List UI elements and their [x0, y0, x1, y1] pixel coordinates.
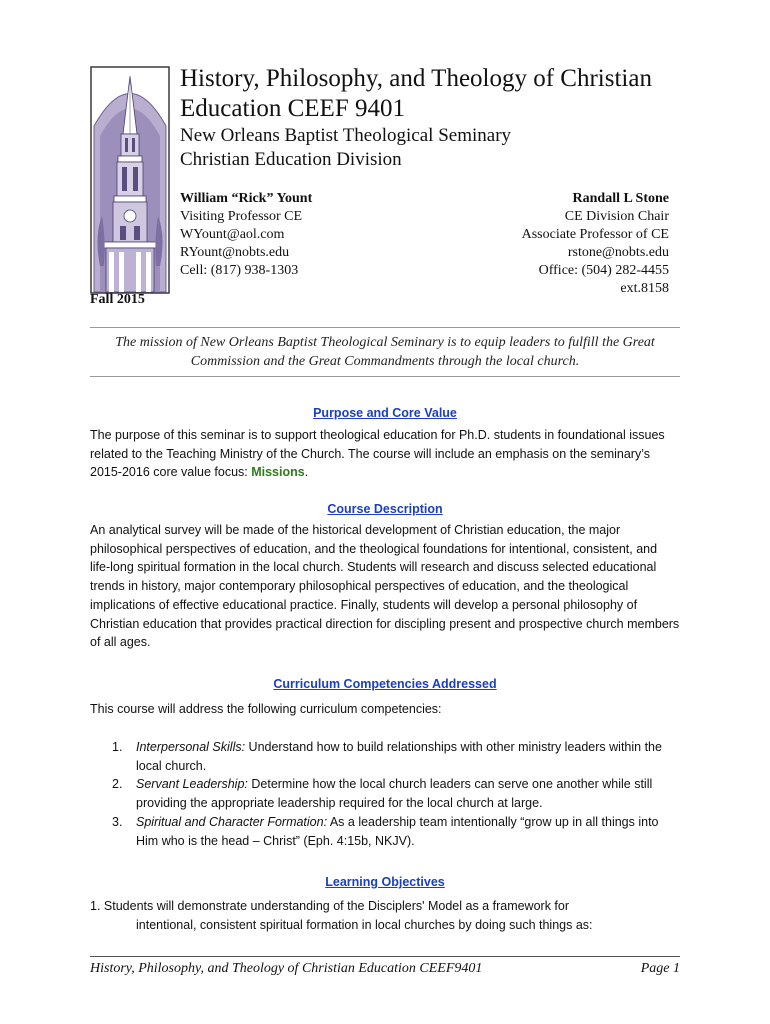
purpose-end: .: [304, 465, 309, 480]
course-description-heading: Course Description: [327, 502, 443, 516]
competencies-list: [90, 738, 680, 850]
instructor-email-1[interactable]: WYount@aol.com: [180, 227, 285, 242]
course-description-paragraph: An analytical survey will be made of the historical development of Christian education, the major philosophical perspectives of education, and the theological foundations for intentional, consistent, and life-long spiritual formation in the local church. Students will research and discuss selected educational trends in history, major contemporary philosophical perspectives of education, and the theological implications of effective educational practice. Finally, students will develop a personal philosophy of Christian education that provides practical direction for discipling present and prospective church members of all ages.: [90, 523, 680, 650]
institution-block: [180, 124, 680, 172]
chair-name: Randall L Stone: [572, 191, 669, 206]
division-name: Christian Education Division: [180, 149, 402, 170]
list-item-text: Determine how the local church leaders can serve one another while still providing the appropriate leadership required for the local church at large.: [136, 777, 653, 811]
instructor-role: Visiting Professor CE: [180, 209, 303, 224]
document-title: History, Philosophy, and Theology of Christian Education CEEF 9401: [180, 65, 652, 122]
list-item-number: 3.: [112, 814, 123, 829]
list-item-text: Understand how to build relationships with other ministry leaders within the local church.: [136, 740, 662, 773]
competencies-heading: Curriculum Competencies Addressed: [273, 677, 497, 691]
learning-objective-1: [90, 897, 680, 934]
competencies-intro: This course will address the following curriculum competencies:: [90, 702, 442, 716]
objective-line-1: 1. Students will demonstrate understanding of the Disciplers' Model as a framework for: [90, 899, 570, 913]
instructor-contact-left: [180, 190, 312, 280]
page-footer: [90, 956, 680, 977]
list-item-text: As a leadership team intentionally “grow up in all things into Him who is the head – Christ” (Eph. 4:15b, NKJV).: [136, 814, 659, 848]
purpose-text: The purpose of this seminar is to support theological education for Ph.D. students in foundational issues related to the Teaching Ministry of the Church. The course will include an emphasis on the seminary’s 2015-2016 core value focus:: [90, 428, 665, 480]
list-item-number: 2.: [112, 777, 123, 792]
chair-role-2: Associate Professor of CE: [521, 227, 669, 242]
list-item: [90, 813, 680, 850]
mission-statement: The mission of New Orleans Baptist Theological Seminary is to equip leaders to fulfill the Great Commission and the Great Commandments through the local church.: [115, 335, 655, 369]
institution-name: New Orleans Baptist Theological Seminary: [180, 125, 512, 146]
seminary-steeple-logo: [90, 66, 170, 294]
chair-role-1: CE Division Chair: [564, 209, 669, 224]
chair-extension: ext.8158: [620, 281, 669, 296]
footer-title: History, Philosophy, and Theology of Christian Education CEEF9401: [90, 961, 483, 976]
instructor-name: William “Rick” Yount: [180, 191, 313, 206]
list-item: [90, 738, 680, 775]
objective-line-2: intentional, consistent spiritual formation in local churches by doing such things as:: [136, 917, 593, 932]
learning-objectives-heading: Learning Objectives: [325, 875, 445, 889]
instructor-email-2[interactable]: RYount@nobts.edu: [180, 245, 290, 260]
mission-statement-box: [90, 327, 680, 377]
list-item: [90, 775, 680, 812]
list-item-label: Servant Leadership:: [136, 777, 248, 792]
purpose-paragraph: [90, 426, 680, 482]
chair-email[interactable]: rstone@nobts.edu: [567, 245, 669, 260]
instructor-phone: Cell: (817) 938-1303: [180, 263, 299, 278]
list-item-label: Spiritual and Character Formation:: [136, 814, 328, 829]
page-number: Page 1: [640, 961, 680, 976]
chair-phone: Office: (504) 282-4455: [538, 263, 669, 278]
term-label: Fall 2015: [90, 292, 145, 307]
list-item-number: 1.: [112, 740, 123, 754]
instructor-contact-right: [522, 190, 669, 298]
list-item-label: Interpersonal Skills:: [136, 740, 246, 754]
purpose-heading: Purpose and Core Value: [313, 406, 457, 420]
core-value-highlight: Missions: [251, 465, 305, 480]
